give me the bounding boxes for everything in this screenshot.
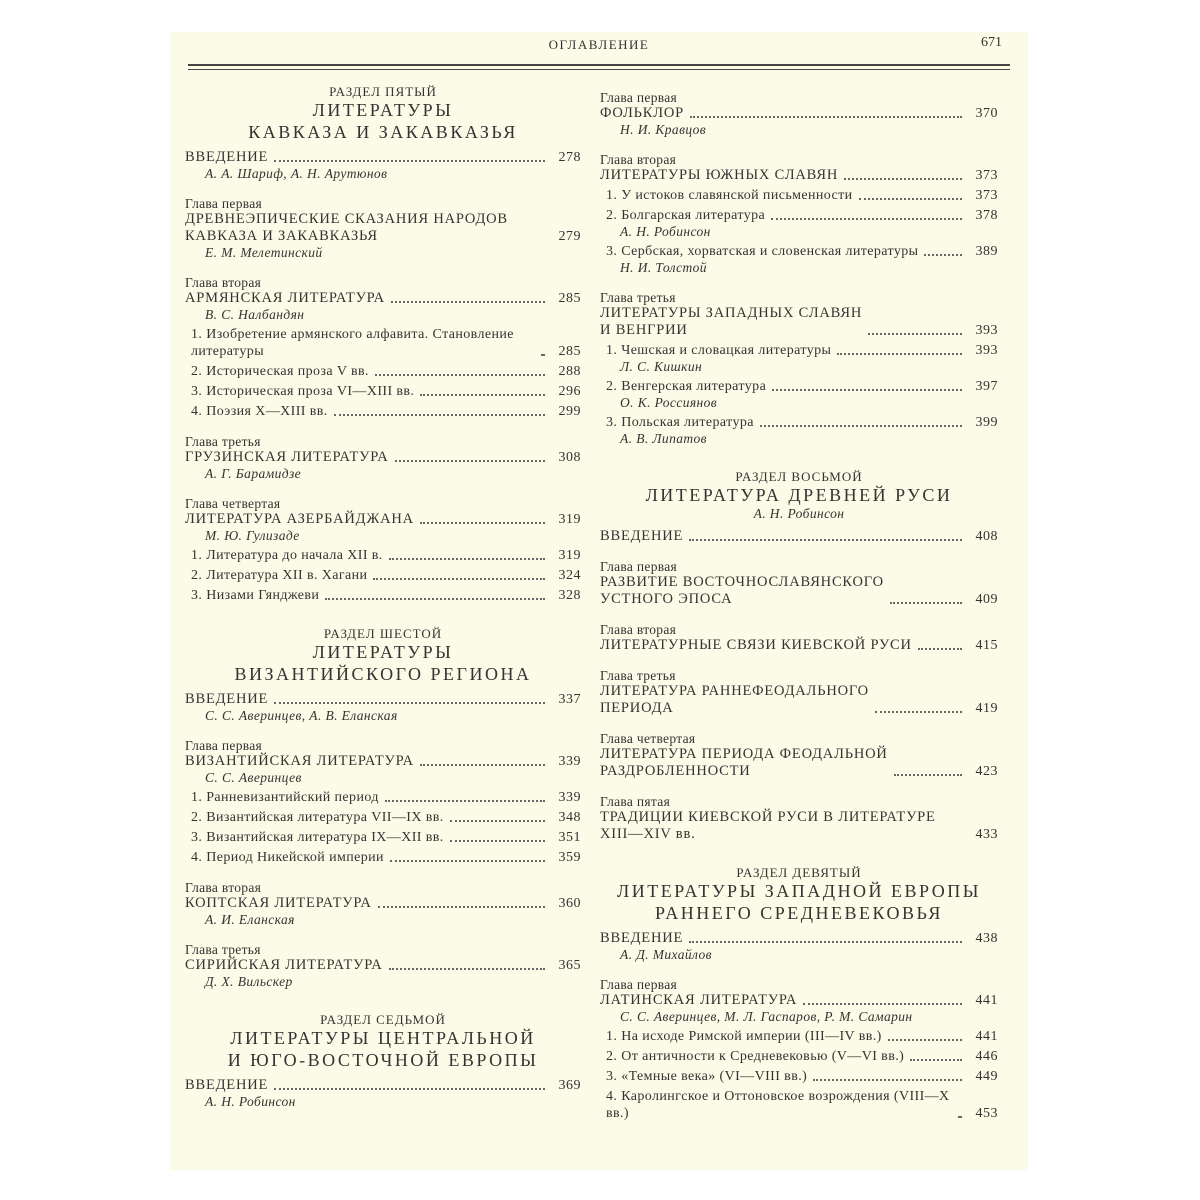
chapter-label: Глава первая <box>600 977 678 992</box>
chapter-label: Глава вторая <box>600 622 677 637</box>
toc-subentry <box>600 1088 998 1122</box>
dot-leader <box>690 116 962 118</box>
dot-leader <box>803 1003 962 1005</box>
entry-page-number: 373 <box>975 168 998 183</box>
section-number: РАЗДЕЛ ВОСЬМОЙ <box>735 469 863 484</box>
entry-author: А. Н. Робинсон <box>205 1094 296 1109</box>
toc-subentry <box>185 326 581 360</box>
toc-subentry <box>185 587 581 604</box>
section-number: РАЗДЕЛ СЕДЬМОЙ <box>320 1012 446 1027</box>
dot-leader <box>378 906 545 908</box>
section-heading <box>185 84 581 143</box>
toc-subentry <box>600 1068 998 1085</box>
chapter-label: Глава вторая <box>185 275 262 290</box>
entry-title: 3. Низами Гянджеви <box>191 588 320 603</box>
entry-title-line[interactable] <box>191 547 581 564</box>
entry-title-line[interactable] <box>185 895 581 912</box>
entry-title: СИРИЙСКАЯ ЛИТЕРАТУРА <box>185 957 383 973</box>
entry-title: ЛИТЕРАТУРЫ ЮЖНЫХ СЛАВЯН <box>600 167 839 183</box>
entry-title-line[interactable] <box>600 105 998 122</box>
entry-page-number: 419 <box>975 701 998 716</box>
toc-subentry <box>185 849 581 866</box>
entry-page-number: 449 <box>975 1069 998 1084</box>
toc-subentry <box>600 187 998 204</box>
entry-title-line[interactable] <box>185 957 581 974</box>
dot-leader <box>389 558 545 560</box>
toc-entry <box>600 290 998 339</box>
entry-title-line[interactable] <box>606 414 998 431</box>
entry-page-number: 285 <box>558 344 581 359</box>
entry-title: 1. У истоков славянской письменности <box>606 188 853 203</box>
toc-entry <box>185 1077 581 1110</box>
section-heading <box>600 865 998 924</box>
section-title: ЛИТЕРАТУРЫ ЗАПАДНОЙ ЕВРОПЫ РАННЕГО СРЕДНЕВЕКОВЬЯ <box>617 881 981 923</box>
dot-leader <box>844 178 962 180</box>
toc-entry <box>185 275 581 323</box>
entry-title: ЛАТИНСКАЯ ЛИТЕРАТУРА <box>600 992 798 1008</box>
entry-title-line[interactable] <box>600 809 998 843</box>
entry-page-number: 389 <box>975 244 998 259</box>
entry-title: 1. Литература до начала XII в. <box>191 548 383 563</box>
entry-title-line[interactable] <box>191 326 581 360</box>
toc-subentry <box>185 403 581 420</box>
entry-page-number: 278 <box>558 150 581 165</box>
dot-leader <box>837 353 962 355</box>
entry-title: 3. Польская литература <box>606 415 754 430</box>
toc-entry <box>600 977 998 1025</box>
entry-author: М. Ю. Гулизаде <box>205 528 300 543</box>
entry-title: 3. Историческая проза VI—XIII вв. <box>191 384 415 399</box>
entry-title: ВВЕДЕНИЕ <box>185 1077 269 1093</box>
entry-page-number: 441 <box>975 1029 998 1044</box>
entry-title: 2. Литература XII в. Хагани <box>191 568 368 583</box>
dot-leader <box>813 1079 962 1081</box>
entry-title-line[interactable] <box>600 683 998 717</box>
entry-page-number: 423 <box>975 764 998 779</box>
header-rule-thin <box>188 69 1010 70</box>
dot-leader <box>868 333 962 335</box>
entry-page-number: 393 <box>975 343 998 358</box>
toc-entry <box>600 559 998 608</box>
entry-title-line[interactable] <box>185 753 581 770</box>
entry-title: 2. Венгерская литература <box>606 379 767 394</box>
entry-title-line[interactable] <box>191 567 581 584</box>
entry-title: 2. От античности к Средневековью (V—VI вв.) <box>606 1049 905 1064</box>
entry-title: ЛИТЕРАТУРА ПЕРИОДА ФЕОДАЛЬНОЙ РАЗДРОБЛЕННОСТИ <box>600 746 888 779</box>
toc-subentry <box>600 243 998 276</box>
dot-leader <box>875 711 962 713</box>
entry-title-line[interactable] <box>600 574 998 608</box>
entry-title: ВВЕДЕНИЕ <box>185 691 269 707</box>
dot-leader <box>760 425 962 427</box>
dot-leader <box>395 460 545 462</box>
entry-page-number: 441 <box>975 993 998 1008</box>
entry-title: 4. Поэзия X—XIII вв. <box>191 404 328 419</box>
chapter-label: Глава четвертая <box>185 496 281 511</box>
chapter-label: Глава пятая <box>600 794 671 809</box>
entry-page-number: 453 <box>975 1106 998 1121</box>
toc-subentry <box>600 378 998 411</box>
entry-title-line[interactable] <box>606 342 998 359</box>
section-title: ЛИТЕРАТУРА ДРЕВНЕЙ РУСИ <box>645 485 953 505</box>
entry-title-line[interactable] <box>606 1028 998 1045</box>
entry-title-line[interactable] <box>606 378 998 395</box>
entry-title: 4. Каролингское и Оттоновское возрождения (VIII—X вв.) <box>606 1089 950 1121</box>
toc-subentry <box>185 789 581 806</box>
entry-author: Н. И. Кравцов <box>620 122 707 137</box>
dot-leader <box>450 840 545 842</box>
dot-leader <box>420 764 545 766</box>
entry-page-number: 369 <box>558 1078 581 1093</box>
chapter-label: Глава третья <box>600 290 676 305</box>
entry-title-line[interactable] <box>606 243 998 260</box>
entry-author: Д. Х. Вильскер <box>205 974 293 989</box>
dot-leader <box>274 1088 545 1090</box>
entry-page-number: 285 <box>558 291 581 306</box>
entry-title-line[interactable] <box>600 305 998 339</box>
chapter-label: Глава третья <box>185 434 261 449</box>
entry-title: ЛИТЕРАТУРА АЗЕРБАЙДЖАНА <box>185 511 414 527</box>
entry-author: Н. И. Толстой <box>620 260 707 275</box>
entry-page-number: 308 <box>558 450 581 465</box>
entry-title-line[interactable] <box>191 789 581 806</box>
dot-leader <box>910 1059 962 1061</box>
entry-page-number: 279 <box>558 229 581 244</box>
toc-entry <box>600 528 998 545</box>
toc-subentry <box>185 809 581 826</box>
entry-title: КОПТСКАЯ ЛИТЕРАТУРА <box>185 895 372 911</box>
entry-title: ВВЕДЕНИЕ <box>600 528 684 544</box>
entry-title-line[interactable] <box>600 167 998 184</box>
entry-title-line[interactable] <box>606 187 998 204</box>
dot-leader <box>274 702 545 704</box>
entry-title-line[interactable] <box>191 363 581 380</box>
entry-title: ФОЛЬКЛОР <box>600 105 684 121</box>
toc-entry <box>185 738 581 786</box>
entry-title-line[interactable] <box>606 1088 998 1122</box>
entry-author: А. В. Липатов <box>620 431 707 446</box>
entry-author: Е. М. Мелетинский <box>205 245 323 260</box>
entry-page-number: 397 <box>975 379 998 394</box>
entry-title-line[interactable] <box>606 207 998 224</box>
chapter-label: Глава первая <box>185 196 263 211</box>
entry-page-number: 370 <box>975 106 998 121</box>
toc-entry <box>185 496 581 544</box>
section-number: РАЗДЕЛ ПЯТЫЙ <box>329 84 437 99</box>
toc-subentry <box>600 207 998 240</box>
entry-page-number: 415 <box>975 638 998 653</box>
section-heading <box>185 1012 581 1071</box>
entry-page-number: 360 <box>558 896 581 911</box>
entry-author: О. К. Россиянов <box>620 395 718 410</box>
dot-leader <box>450 820 545 822</box>
entry-title-line[interactable] <box>600 992 998 1009</box>
entry-title: 2. Болгарская литература <box>606 208 766 223</box>
entry-page-number: 365 <box>558 958 581 973</box>
entry-title-line[interactable] <box>185 511 581 528</box>
entry-author: С. С. Аверинцев <box>205 770 302 785</box>
dot-leader <box>390 860 545 862</box>
entry-title: 3. «Темные века» (VI—VIII вв.) <box>606 1069 808 1084</box>
entry-page-number: 359 <box>558 850 581 865</box>
entry-title-line[interactable] <box>185 691 581 708</box>
dot-leader <box>334 414 545 416</box>
dot-leader <box>772 389 962 391</box>
chapter-label: Глава вторая <box>185 880 262 895</box>
entry-page-number: 288 <box>558 364 581 379</box>
entry-title: 1. На исходе Римской империи (III—IV вв.) <box>606 1029 882 1044</box>
dot-leader <box>420 394 545 396</box>
entry-page-number: 409 <box>975 592 998 607</box>
entry-title-line[interactable] <box>600 930 998 947</box>
entry-page-number: 351 <box>558 830 581 845</box>
dot-leader <box>771 218 962 220</box>
entry-title-line[interactable] <box>191 383 581 400</box>
section-author: А. Н. Робинсон <box>753 506 845 521</box>
entry-author: В. С. Налбандян <box>205 307 305 322</box>
entry-page-number: 337 <box>558 692 581 707</box>
entry-page-number: 373 <box>975 188 998 203</box>
dot-leader <box>918 648 962 650</box>
toc-entry <box>185 196 581 261</box>
toc-entry <box>600 668 998 717</box>
entry-title: 4. Период Никейской империи <box>191 850 384 865</box>
toc-entry <box>185 942 581 990</box>
entry-title: ВВЕДЕНИЕ <box>600 930 684 946</box>
entry-title: ЛИТЕРАТУРЫ ЗАПАДНЫХ СЛАВЯН И ВЕНГРИИ <box>600 305 863 338</box>
toc-entry <box>600 152 998 184</box>
dot-leader <box>373 578 545 580</box>
entry-title-line[interactable] <box>185 290 581 307</box>
section-number: РАЗДЕЛ ДЕВЯТЫЙ <box>736 865 862 880</box>
dot-leader <box>890 602 962 604</box>
entry-author: С. С. Аверинцев, М. Л. Гаспаров, Р. М. Самарин <box>620 1009 913 1024</box>
dot-leader <box>391 301 545 303</box>
entry-title: АРМЯНСКАЯ ЛИТЕРАТУРА <box>185 290 385 306</box>
entry-title-line[interactable] <box>600 528 998 545</box>
toc-entry <box>600 622 998 654</box>
toc-column-left <box>185 84 581 1110</box>
entry-page-number: 438 <box>975 931 998 946</box>
entry-title: ЛИТЕРАТУРА РАННЕФЕОДАЛЬНОГО ПЕРИОДА <box>600 683 869 716</box>
entry-title: РАЗВИТИЕ ВОСТОЧНОСЛАВЯНСКОГО УСТНОГО ЭПОСА <box>600 574 884 607</box>
entry-page-number: 446 <box>975 1049 998 1064</box>
dot-leader <box>888 1039 962 1041</box>
entry-title: 3. Византийская литература IX—XII вв. <box>191 830 444 845</box>
dot-leader <box>942 837 962 839</box>
toc-entry <box>185 434 581 482</box>
entry-author: А. Г. Барамидзе <box>205 466 302 481</box>
toc-column-right <box>600 84 998 1122</box>
entry-page-number: 433 <box>975 827 998 842</box>
dot-leader <box>541 354 545 356</box>
entry-author: А. Н. Робинсон <box>620 224 711 239</box>
chapter-label: Глава четвертая <box>600 731 696 746</box>
entry-page-number: 393 <box>975 323 998 338</box>
dot-leader <box>859 198 962 200</box>
toc-subentry <box>185 383 581 400</box>
toc-subentry <box>600 342 998 375</box>
header-rule <box>188 64 1010 66</box>
dot-leader <box>375 374 545 376</box>
section-heading <box>600 469 998 522</box>
toc-subentry <box>600 1028 998 1045</box>
entry-author: А. Д. Михайлов <box>620 947 712 962</box>
chapter-label: Глава третья <box>185 942 261 957</box>
entry-page-number: 328 <box>558 588 581 603</box>
entry-title: 2. Византийская литература VII—IX вв. <box>191 810 444 825</box>
section-title: ЛИТЕРАТУРЫ КАВКАЗА И ЗАКАВКАЗЬЯ <box>248 100 518 142</box>
chapter-label: Глава первая <box>600 559 678 574</box>
toc-entry <box>600 731 998 780</box>
entry-title-line[interactable] <box>191 829 581 846</box>
entry-page-number: 319 <box>558 512 581 527</box>
chapter-label: Глава первая <box>185 738 263 753</box>
entry-author: А. А. Шариф, А. Н. Арутюнов <box>205 166 388 181</box>
entry-title-line[interactable] <box>185 449 581 466</box>
chapter-label: Глава вторая <box>600 152 677 167</box>
entry-title: ТРАДИЦИИ КИЕВСКОЙ РУСИ В ЛИТЕРАТУРЕ XIII—XIV вв. <box>600 809 936 842</box>
dot-leader <box>420 522 545 524</box>
entry-title-line[interactable] <box>185 211 581 245</box>
toc-entry <box>185 691 581 724</box>
toc-entry <box>185 149 581 182</box>
toc-subentry <box>185 567 581 584</box>
entry-title-line[interactable] <box>185 149 581 166</box>
running-header-title: ОГЛАВЛЕНИЕ <box>548 37 650 52</box>
section-number: РАЗДЕЛ ШЕСТОЙ <box>323 626 443 641</box>
entry-title-line[interactable] <box>191 849 581 866</box>
entry-title: ВИЗАНТИЙСКАЯ ЛИТЕРАТУРА <box>185 753 414 769</box>
toc-subentry <box>600 1048 998 1065</box>
section-heading <box>185 626 581 685</box>
entry-title-line[interactable] <box>606 1048 998 1065</box>
entry-title-line[interactable] <box>600 637 998 654</box>
entry-title: ВВЕДЕНИЕ <box>185 149 269 165</box>
entry-title: ГРУЗИНСКАЯ ЛИТЕРАТУРА <box>185 449 389 465</box>
toc-subentry <box>600 414 998 447</box>
dot-leader <box>514 239 545 241</box>
entry-page-number: 299 <box>558 404 581 419</box>
entry-title-line[interactable] <box>185 1077 581 1094</box>
entry-author: С. С. Аверинцев, А. В. Еланская <box>205 708 398 723</box>
entry-page-number: 408 <box>975 529 998 544</box>
dot-leader <box>958 1116 962 1118</box>
chapter-label: Глава третья <box>600 668 676 683</box>
entry-page-number: 378 <box>975 208 998 223</box>
toc-entry <box>600 90 998 138</box>
entry-page-number: 324 <box>558 568 581 583</box>
entry-title: 3. Сербская, хорватская и словенская литературы <box>606 244 919 259</box>
dot-leader <box>894 774 962 776</box>
dot-leader <box>274 160 545 162</box>
toc-entry <box>600 794 998 843</box>
entry-title: 1. Изобретение армянского алфавита. Становление литературы <box>191 327 514 359</box>
toc-entry <box>600 930 998 963</box>
chapter-label: Глава первая <box>600 90 678 105</box>
entry-page-number: 339 <box>558 754 581 769</box>
entry-page-number: 399 <box>975 415 998 430</box>
entry-title-line[interactable] <box>191 809 581 826</box>
entry-title: 2. Историческая проза V вв. <box>191 364 369 379</box>
entry-author: А. И. Еланская <box>205 912 295 927</box>
toc-subentry <box>185 547 581 564</box>
entry-page-number: 339 <box>558 790 581 805</box>
entry-title-line[interactable] <box>191 403 581 420</box>
toc-subentry <box>185 829 581 846</box>
page-number: 671 <box>981 35 1002 50</box>
entry-page-number: 296 <box>558 384 581 399</box>
entry-title: ЛИТЕРАТУРНЫЕ СВЯЗИ КИЕВСКОЙ РУСИ <box>600 637 912 653</box>
entry-page-number: 348 <box>558 810 581 825</box>
dot-leader <box>385 800 545 802</box>
toc-entry <box>185 880 581 928</box>
entry-page-number: 319 <box>558 548 581 563</box>
book-page <box>170 32 1028 1170</box>
toc-subentry <box>185 363 581 380</box>
entry-author: Л. С. Кишкин <box>620 359 703 374</box>
section-title: ЛИТЕРАТУРЫ ЦЕНТРАЛЬНОЙ И ЮГО-ВОСТОЧНОЙ ЕВРОПЫ <box>227 1028 539 1070</box>
entry-title-line[interactable] <box>600 746 998 780</box>
section-title: ЛИТЕРАТУРЫ ВИЗАНТИЙСКОГО РЕГИОНА <box>234 642 532 684</box>
entry-title-line[interactable] <box>606 1068 998 1085</box>
dot-leader <box>689 539 962 541</box>
entry-title: ДРЕВНЕЭПИЧЕСКИЕ СКАЗАНИЯ НАРОДОВ КАВКАЗА И ЗАКАВКАЗЬЯ <box>185 211 508 244</box>
entry-title-line[interactable] <box>191 587 581 604</box>
dot-leader <box>389 968 546 970</box>
dot-leader <box>689 941 962 943</box>
dot-leader <box>924 254 962 256</box>
entry-title: 1. Ранневизантийский период <box>191 790 379 805</box>
dot-leader <box>325 598 545 600</box>
entry-title: 1. Чешская и словацкая литературы <box>606 343 832 358</box>
